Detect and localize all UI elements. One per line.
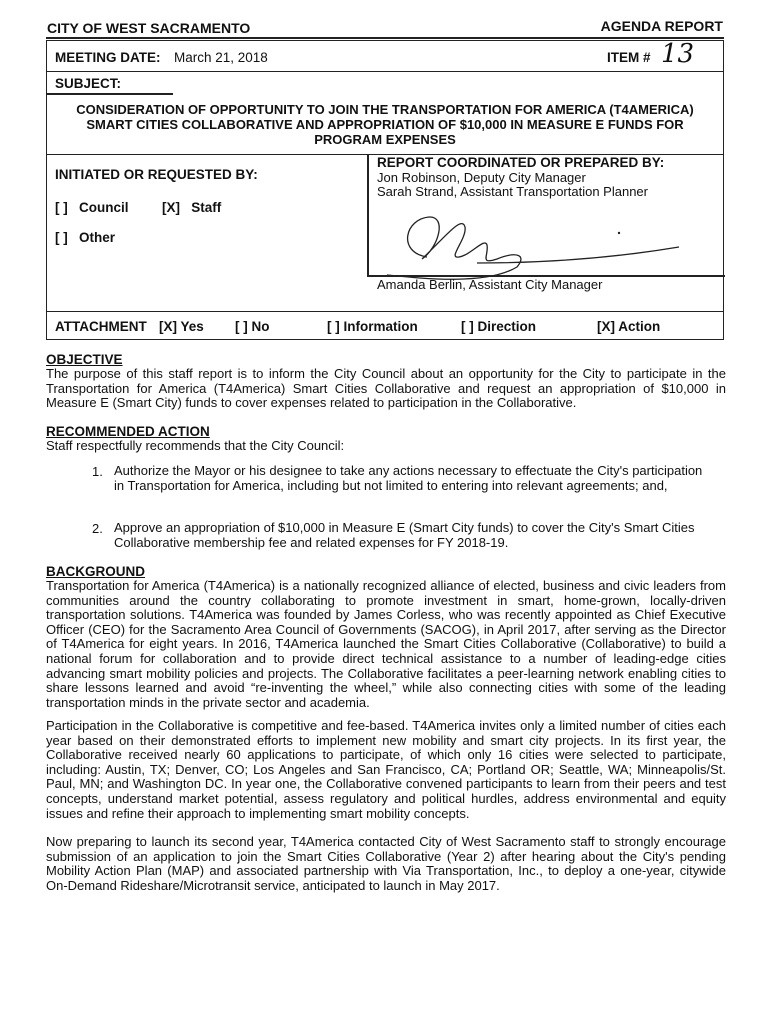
attachment-yes: [X] Yes xyxy=(159,319,204,334)
attachment-row xyxy=(46,311,724,340)
recommended-title: RECOMMENDED ACTION xyxy=(46,424,210,439)
recommended-intro: Staff respectfully recommends that the City Council: xyxy=(46,438,345,453)
attachment-no: [ ] No xyxy=(235,319,270,334)
subject-box xyxy=(46,71,724,155)
meeting-row xyxy=(46,40,724,72)
council-checkbox: [ ] Council xyxy=(55,200,129,215)
initiated-prepared-box xyxy=(46,154,724,312)
header-rule xyxy=(46,37,724,39)
item-number: 13 xyxy=(661,39,695,69)
objective-text: The purpose of this staff report is to inform the City Council about an opportunity for the City to participate in the Transportation for America (T4America) Smart Cities Collaborative and request an appropriation of $10,000 in Measure E (Smart City) funds to cover expenses related to participation in the Collaborative. xyxy=(46,366,726,411)
direction-checkbox: [ ] Direction xyxy=(461,319,537,334)
rec-item-2-number: 2. xyxy=(92,521,103,536)
background-title: BACKGROUND xyxy=(46,564,145,579)
rec-item-1-number: 1. xyxy=(92,464,103,479)
subject-line-3: PROGRAM EXPENSES xyxy=(314,132,456,147)
initiated-label: INITIATED OR REQUESTED BY: xyxy=(55,167,258,182)
subject-line-1: CONSIDERATION OF OPPORTUNITY TO JOIN THE TRANSPORTATION FOR AMERICA (T4AMERICA) xyxy=(76,102,694,117)
action-checkbox: [X] Action xyxy=(597,319,661,334)
subject-line-2: SMART CITIES COLLABORATIVE AND APPROPRIATION OF $10,000 IN MEASURE E FUNDS FOR xyxy=(86,117,684,132)
prepared-person-2: Sarah Strand, Assistant Transportation Planner xyxy=(377,184,648,199)
objective-title: OBJECTIVE xyxy=(46,352,123,367)
other-checkbox: [ ] Other xyxy=(55,230,115,245)
signer-name: Amanda Berlin, Assistant City Manager xyxy=(377,277,603,292)
meeting-date: March 21, 2018 xyxy=(174,50,268,65)
background-paragraph-1: Transportation for America (T4America) is a nationally recognized alliance of elected, business and civic leaders from communities around the country collaborating to promote investment in smart, home-grown, locally-driven transportation solutions. T4America was founded by James Corless, who was recently appointed as Chief Executive Officer (CEO) for the Sacramento Area Council of Governments (SACOG), in April 2017, after serving as the Director of T4America for eight years. In 2016, T4America launched the Smart Cities Collaborative (Collaborative) to build a national forum for collaboration and to provide direct technical assistance to a number of leading-edge cities advancing smart mobility policies and projects. The Collaborative facilitates a peer-learning network enabling cities to share lessons learned and avoid “re-inventing the wheel,” while also connecting cities with some of the leading transportation minds in the private sector and academia. xyxy=(46,578,726,710)
prepared-label: REPORT COORDINATED OR PREPARED BY: xyxy=(377,155,665,170)
staff-checkbox: [X] Staff xyxy=(162,200,222,215)
rec-item-1-text: Authorize the Mayor or his designee to take any actions necessary to effectuate the City's participation in Transportation for America, including but not limited to entering into relevant agreements; and, xyxy=(114,463,703,493)
background-paragraph-3: Now preparing to launch its second year, T4America contacted City of West Sacramento staff to strongly encourage submission of an application to join the Smart Cities Collaborative (Year 2) after hearing about the City's pending Mobility Action Plan (MAP) and associated partnership with Via Transportation, Inc., to deploy a one-year, citywide On-Demand Rideshare/Microtransit service, anticipated to launch in May 2017. xyxy=(46,834,726,893)
rec-item-2-text: Approve an appropriation of $10,000 in Measure E (Smart City funds) to cover the City's Smart Cities Collaborative membership fee and related expenses for FY 2018-19. xyxy=(114,520,695,550)
prepared-person-1: Jon Robinson, Deputy City Manager xyxy=(377,170,586,185)
subject-label-rule xyxy=(47,93,173,95)
background-paragraph-2: Participation in the Collaborative is competitive and fee-based. T4America invites only a limited number of cities each year based on their demonstrated efforts to implement new mobility and smart city projects. In its first year, the Collaborative received nearly 60 applications to participate, of which only 16 cities were selected to participate, including: Austin, TX; Denver, CO; Los Angeles and San Francisco, CA; Portland OR; Seattle, WA; Minneapolis/St. Paul, MN; and Washington DC. In year one, the Collaborative convened participants to learn from their peers and test concepts, understand market potential, assess regulatory and political hurdles, address environmental and equity issues and refine their approach to implementing smart mobility concepts. xyxy=(46,718,726,821)
subject-label: SUBJECT: xyxy=(55,76,122,91)
information-checkbox: [ ] Information xyxy=(327,319,418,334)
attachment-label: ATTACHMENT xyxy=(55,319,147,334)
report-type: AGENDA REPORT xyxy=(600,18,723,34)
item-label: ITEM # xyxy=(607,50,651,65)
city-name: CITY OF WEST SACRAMENTO xyxy=(47,20,251,36)
meeting-date-label: MEETING DATE: xyxy=(55,50,161,65)
